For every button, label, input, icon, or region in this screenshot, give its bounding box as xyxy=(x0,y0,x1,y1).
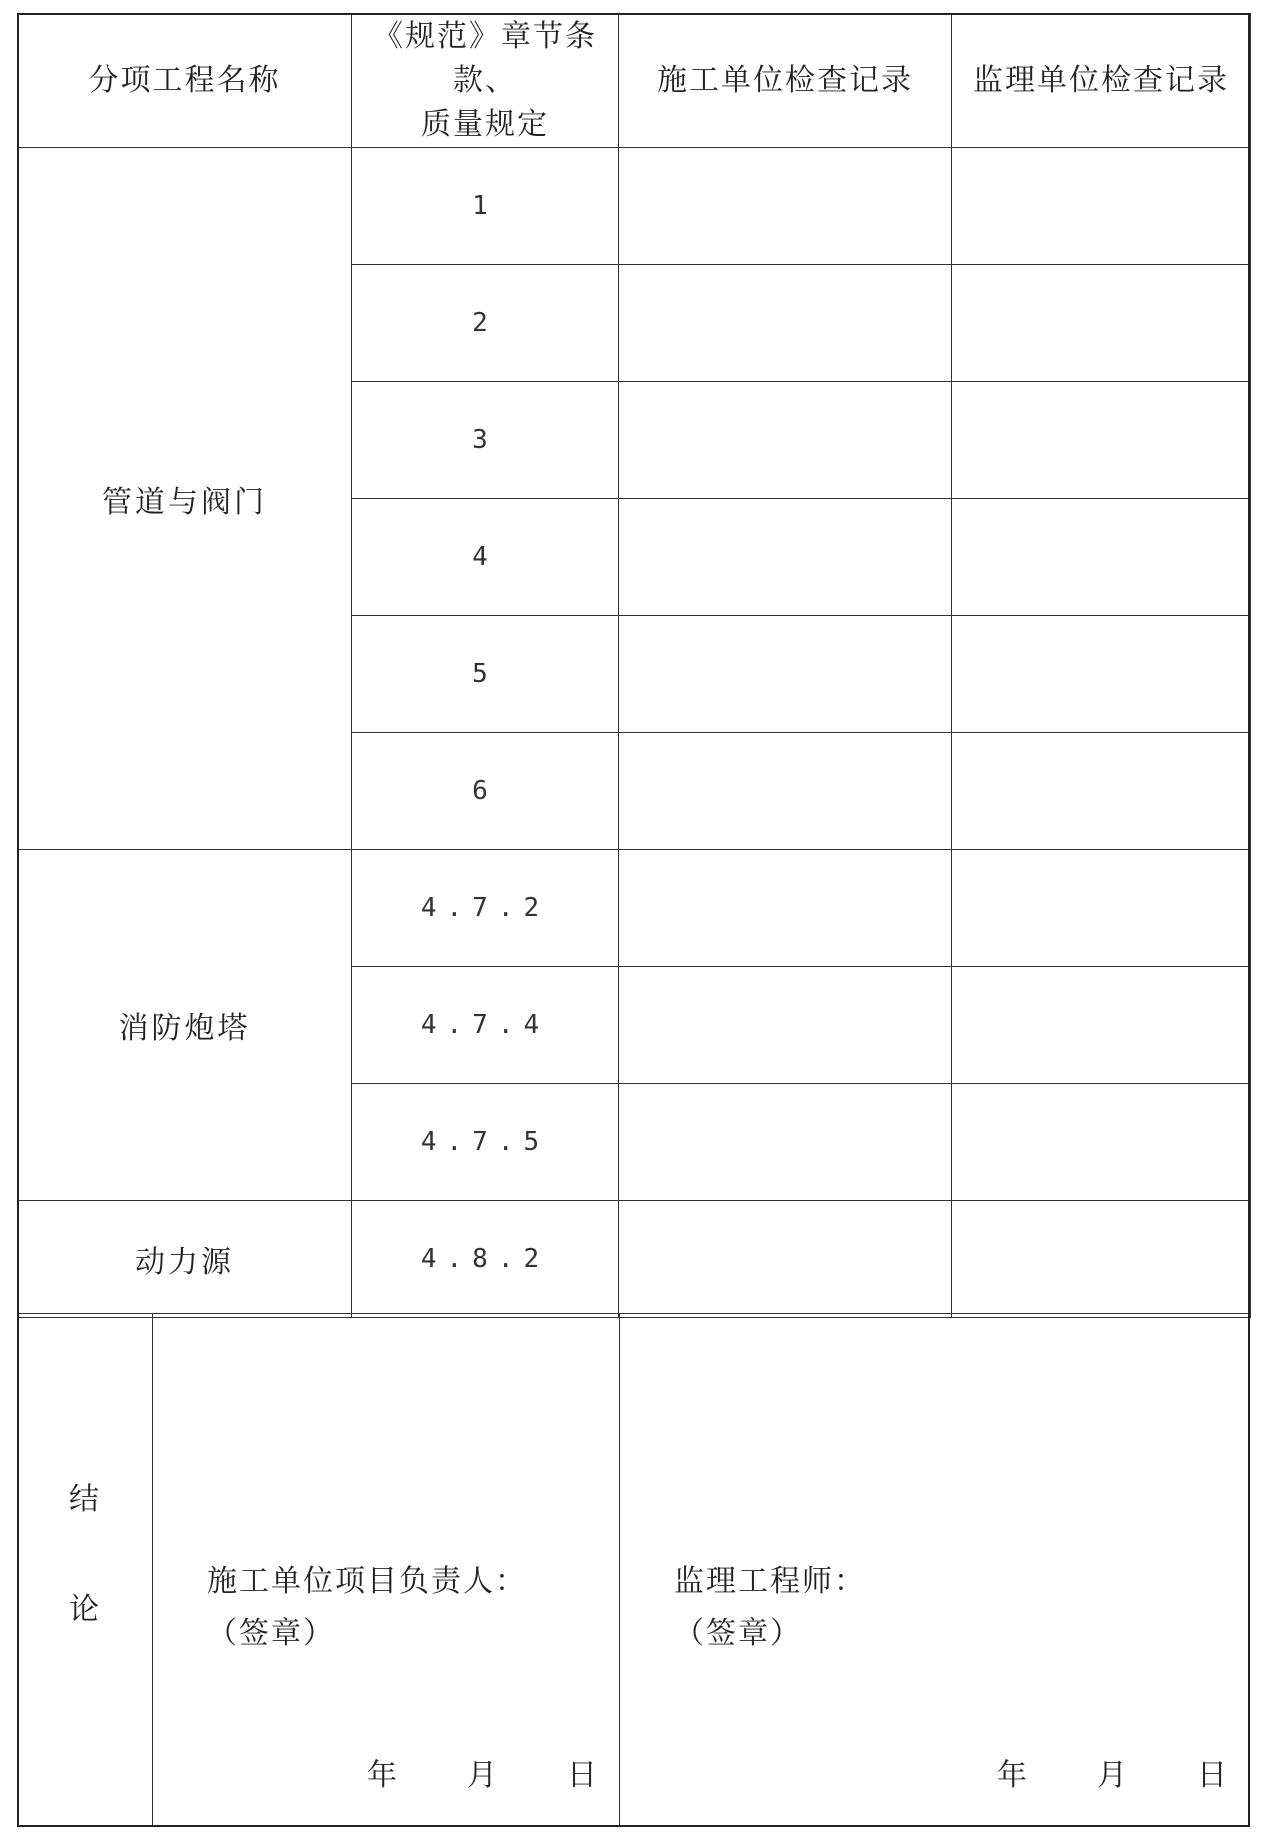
clause-cell: 4.8.2 xyxy=(352,1201,619,1318)
clause-cell: 4.7.2 xyxy=(352,850,619,967)
conclusion-label-char2: 论 xyxy=(69,1592,99,1627)
item-name-power: 动力源 xyxy=(18,1201,352,1318)
supervisor-date-year: 年 xyxy=(997,1758,1027,1793)
clause-cell: 2 xyxy=(352,265,619,382)
contractor-seal-label: （签章） xyxy=(207,1616,335,1651)
supervisor-date-day: 日 xyxy=(1197,1758,1227,1793)
contractor-date-month: 月 xyxy=(467,1758,497,1793)
conclusion-label-char1: 结 xyxy=(69,1482,99,1517)
header-contractor-record: 施工单位检查记录 xyxy=(619,14,952,148)
contractor-date-year: 年 xyxy=(367,1758,397,1793)
header-item-name: 分项工程名称 xyxy=(18,14,352,148)
contractor-signer-label: 施工单位项目负责人： xyxy=(207,1564,527,1599)
clause-cell: 3 xyxy=(352,382,619,499)
clause-cell: 6 xyxy=(352,733,619,850)
item-name-tower: 消防炮塔 xyxy=(18,850,352,1201)
outer-border xyxy=(17,13,1250,1827)
supervisor-seal-label: （签章） xyxy=(674,1616,802,1651)
item-name-pipes: 管道与阀门 xyxy=(18,148,352,850)
supervisor-signer-label: 监理工程师： xyxy=(674,1564,866,1599)
header-supervisor-record: 监理单位检查记录 xyxy=(952,14,1251,148)
supervisor-date-month: 月 xyxy=(1097,1758,1127,1793)
header-clause-line1: 《规范》章节条款、 xyxy=(373,18,597,98)
clause-cell: 4 xyxy=(352,499,619,616)
clause-cell: 1 xyxy=(352,148,619,265)
clause-cell: 4.7.5 xyxy=(352,1084,619,1201)
contractor-date-day: 日 xyxy=(567,1758,597,1793)
header-clause-line2: 质量规定 xyxy=(421,106,549,142)
clause-cell: 4.7.4 xyxy=(352,967,619,1084)
clause-cell: 5 xyxy=(352,616,619,733)
